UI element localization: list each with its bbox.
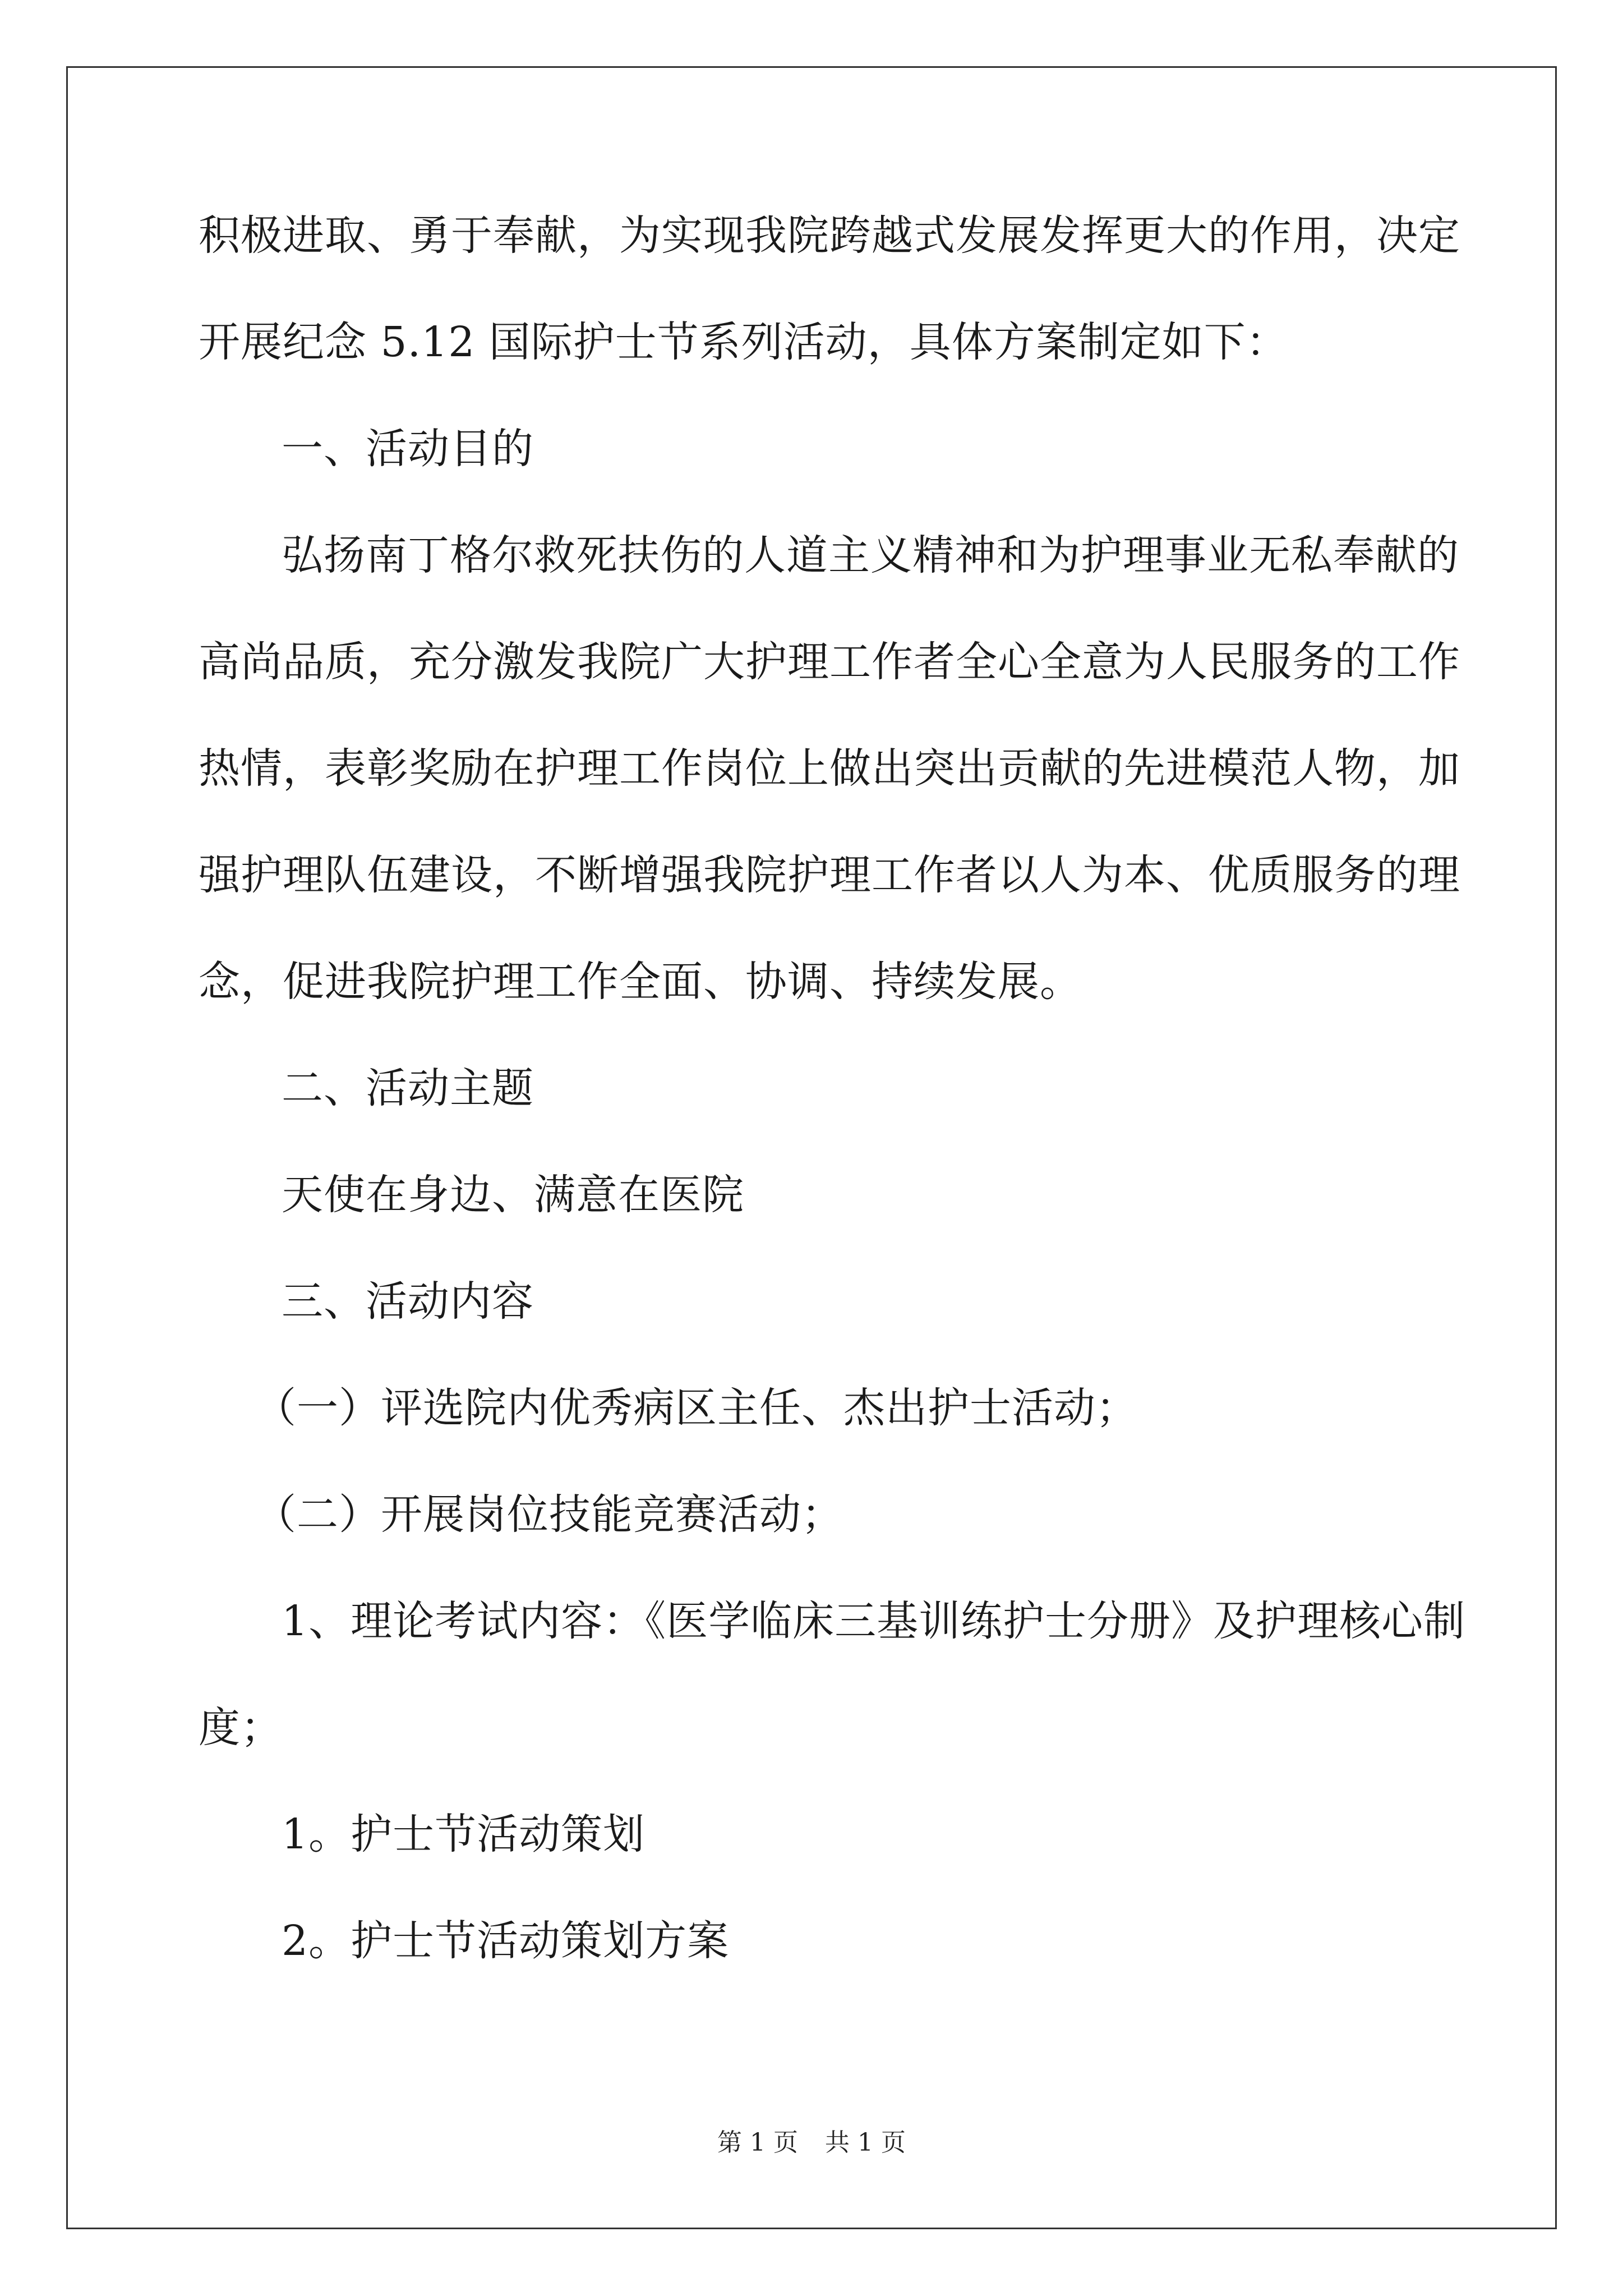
paragraph-line: 积极进取、勇于奉献，为实现我院跨越式发展发挥更大的作用，决定 [199, 211, 1460, 260]
section-heading: 二、活动主题 [282, 1064, 534, 1112]
paragraph-line: 天使在身边、满意在医院 [282, 1171, 744, 1219]
paragraph-line: 1、理论考试内容：《医学临床三基训练护士分册》及护理核心制 [282, 1597, 1466, 1645]
paragraph-line: 念，促进我院护理工作全面、协调、持续发展。 [199, 958, 1082, 1006]
section-heading: 三、活动内容 [282, 1277, 534, 1326]
paragraph-line: 度； [199, 1704, 283, 1752]
page-count: 共 1 页 [825, 2128, 906, 2157]
list-item: 2。护士节活动策划方案 [282, 1917, 730, 1965]
paragraph-line: 开展纪念 5.12 国际护士节系列活动，具体方案制定如下： [199, 318, 1288, 366]
list-item: （二）开展岗位技能竞赛活动； [255, 1490, 843, 1539]
page-border [66, 66, 1557, 2229]
section-heading: 一、活动目的 [282, 425, 534, 473]
paragraph-line: 强护理队伍建设，不断增强我院护理工作者以人为本、优质服务的理 [199, 851, 1460, 899]
paragraph-line: 高尚品质，充分激发我院广大护理工作者全心全意为人民服务的工作 [199, 638, 1460, 686]
paragraph-line: 热情，表彰奖励在护理工作岗位上做出突出贡献的先进模范人物，加 [199, 744, 1460, 793]
list-item: （一）评选院内优秀病区主任、杰出护士活动； [255, 1384, 1138, 1432]
paragraph-line: 弘扬南丁格尔救死扶伤的人道主义精神和为护理事业无私奉献的 [282, 531, 1459, 579]
page-footer [0, 2126, 1623, 2160]
list-item: 1。护士节活动策划 [282, 1810, 645, 1858]
page-number: 第 1 页 [717, 2128, 798, 2157]
